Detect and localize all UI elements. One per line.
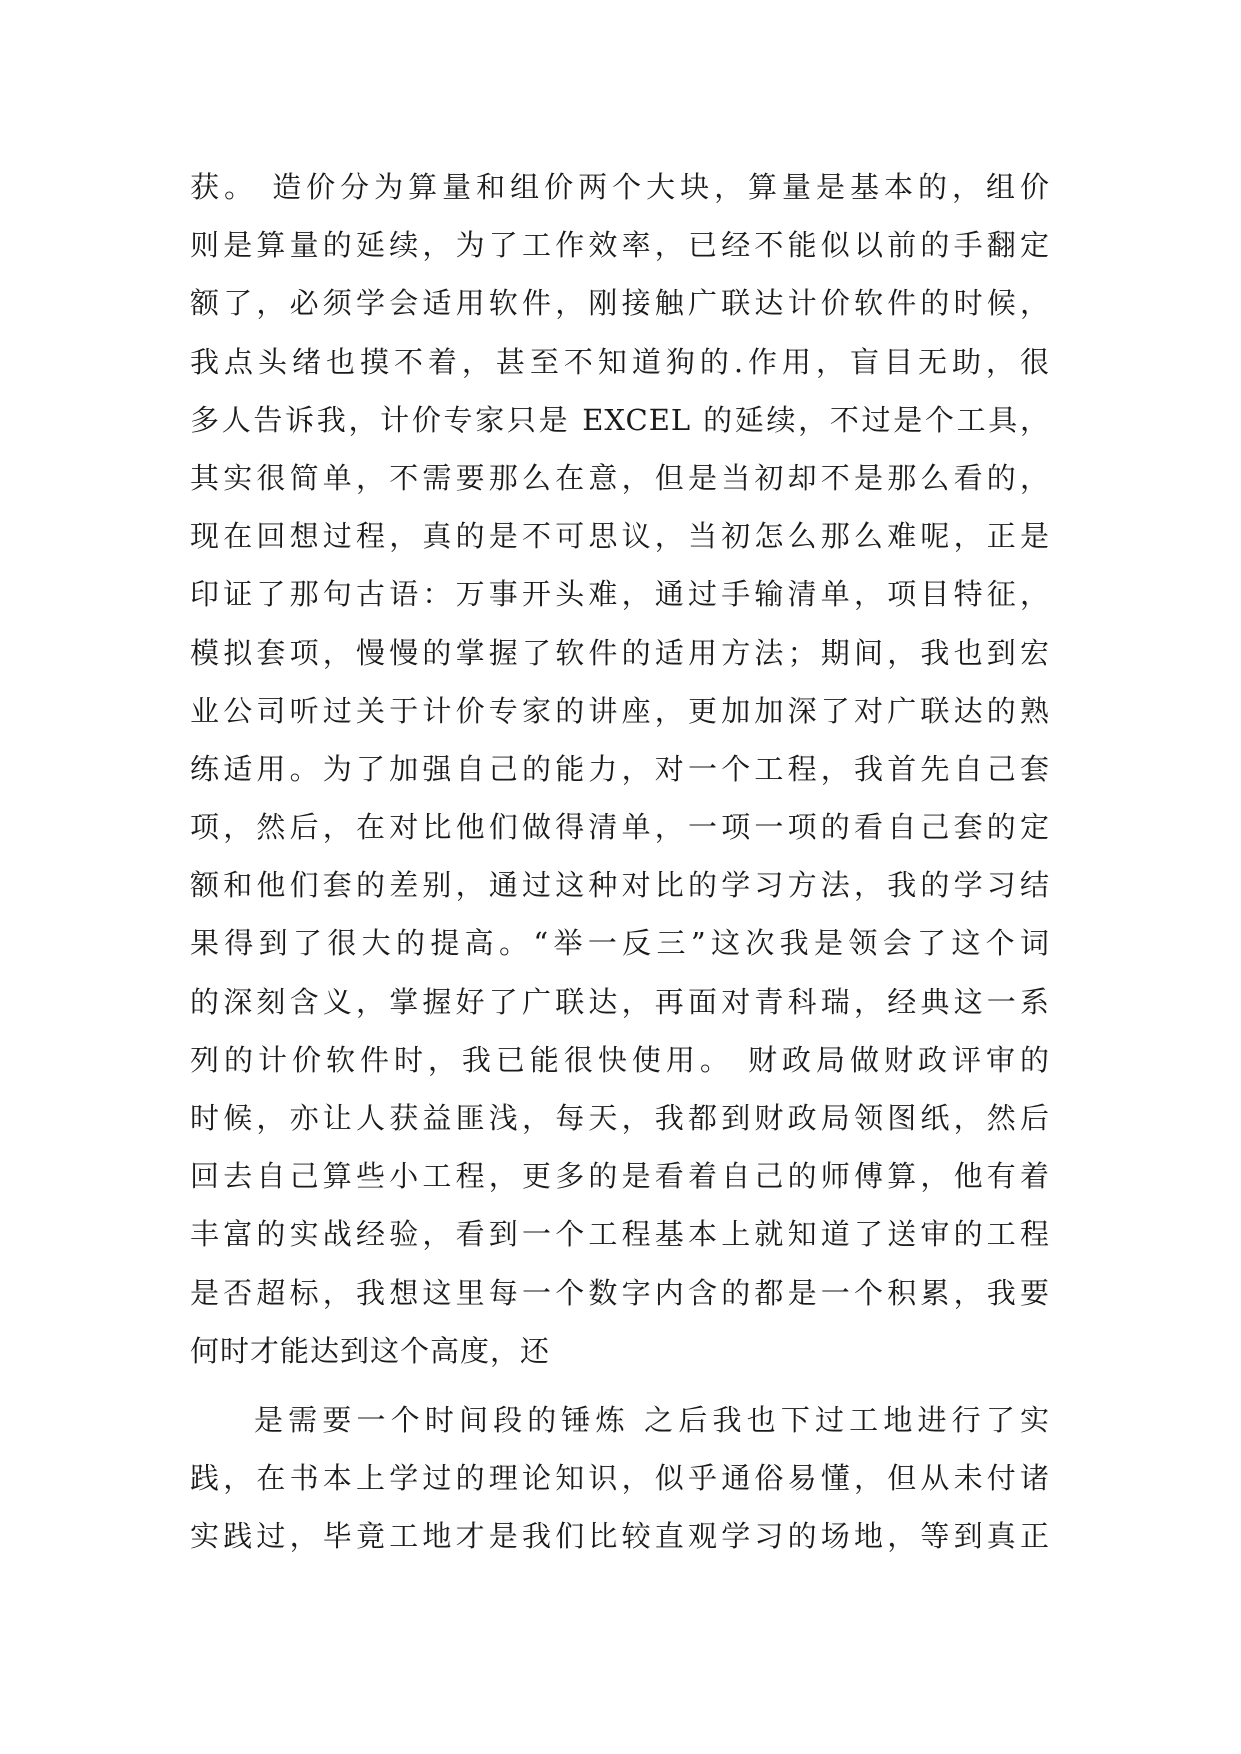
- text-line: 何时才能达到这个高度，还: [190, 1333, 551, 1368]
- text-line: 额和他们套的差别，通过这种对比的学习方法，我的学习结: [190, 868, 1050, 903]
- text-line: 印证了那句古语：万事开头难，通过手输清单，项目特征，: [190, 577, 1050, 612]
- text-line: 回去自己算些小工程，更多的是看着自己的师傅算，他有着: [190, 1159, 1050, 1194]
- text-line: 实践过，毕竟工地才是我们比较直观学习的场地，等到真正: [190, 1519, 1050, 1554]
- text-line: 的深刻含义，掌握好了广联达，再面对青科瑞，经典这一系: [190, 984, 1050, 1019]
- text-line: 练适用。为了加强自己的能力，对一个工程，我首先自己套: [190, 751, 1050, 786]
- text-line: 践，在书本上学过的理论知识，似乎通俗易懂，但从未付诸: [190, 1461, 1050, 1496]
- text-line: 果得到了很大的提高。“举一反三”这次我是领会了这个词: [190, 926, 1050, 961]
- text-line: 是否超标，我想这里每一个数字内含的都是一个积累，我要: [190, 1275, 1050, 1310]
- text-line: 其实很简单，不需要那么在意，但是当初却不是那么看的，: [190, 460, 1050, 495]
- text-line: 多人告诉我，计价专家只是 EXCEL 的延续，不过是个工具，: [190, 402, 1050, 437]
- text-line: 是需要一个时间段的锤炼 之后我也下过工地进行了实: [254, 1403, 1050, 1437]
- text-line: 现在回想过程，真的是不可思议，当初怎么那么难呢，正是: [190, 519, 1050, 554]
- text-line: 时候，亦让人获益匪浅，每天，我都到财政局领图纸，然后: [190, 1101, 1050, 1135]
- text-line: 列的计价软件时，我已能很快使用。 财政局做财政评审的: [190, 1042, 1050, 1077]
- text-line: 模拟套项，慢慢的掌握了软件的适用方法；期间，我也到宏: [190, 635, 1050, 670]
- text-line: 则是算量的延续，为了工作效率，已经不能似以前的手翻定: [190, 228, 1050, 263]
- text-line: 项，然后，在对比他们做得清单，一项一项的看自己套的定: [190, 810, 1050, 845]
- text-line: 我点头绪也摸不着，甚至不知道狗的.作用，盲目无助，很: [190, 344, 1050, 379]
- text-line: 业公司听过关于计价专家的讲座，更加加深了对广联达的熟: [190, 693, 1050, 728]
- text-line: 额了，必须学会适用软件，刚接触广联达计价软件的时候，: [190, 286, 1050, 321]
- paragraph-2: [190, 1391, 1050, 1566]
- text-line: 获。 造价分为算量和组价两个大块，算量是基本的，组价: [190, 170, 1050, 204]
- text-line: 丰富的实战经验，看到一个工程基本上就知道了送审的工程: [190, 1217, 1050, 1252]
- paragraph-1: [190, 158, 1050, 1380]
